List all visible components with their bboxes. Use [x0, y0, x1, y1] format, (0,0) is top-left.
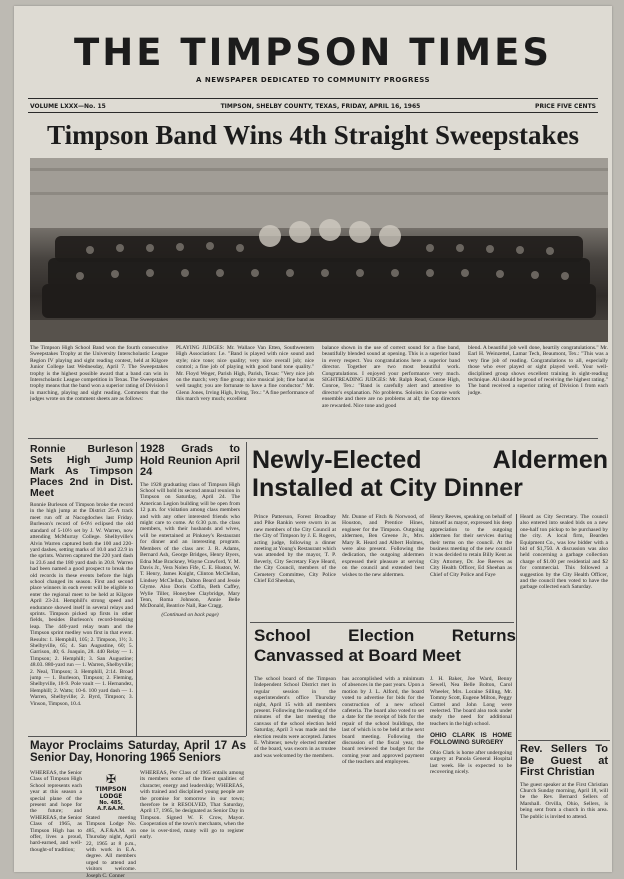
sellers-headline: Rev. Sellers To Be Guest at First Christian	[520, 744, 608, 779]
lodge-number: No. 485, A.F.&A.M.	[97, 800, 125, 812]
aldermen-text-1: Prince Patterson, Forest Broadbay and Pike Rankin were sworn in as new members of the City Council at the City of Timpson by J. E. Rogers, acting judge, following a dinner meeting at Young's Restaurant which was attended by the mayor, T. P. Beverly, City Secretary Faye Heard, the City Council, members of the Cemetery Committee, City Police Chief Ed Sheehan,	[254, 514, 336, 585]
caption-col-3: balance shown in the use of correct sound for a fine band, beautifully blended sound at opening. This is a superior band in every respect. You congratulations here a superior band director. Together are two most beautiful work. Congratulations. I enjoyed your performance very much. SIGHTREADING JUDGES: Mr. Ralph Read, Conroe High, Conroe, Tex.: "Band is carefully alert and attentive to director's explanation. No problems. Soloists in Conroe work ensemble and there are no problems at all; the top directors are rewarded. Nice tone and good	[322, 345, 460, 409]
masthead-rule-top	[28, 98, 598, 99]
clark-subhead: OHIO CLARK IS HOME FOLLOWING SURGERY	[430, 732, 512, 747]
school-headline-box	[254, 626, 516, 672]
school-col-3	[430, 676, 512, 870]
section-divider	[28, 736, 246, 737]
caption-col-2: PLAYING JUDGES: Mr. Wallace Van Etten, Southwestern High Association: I.e. "Band is played with nice sound and style; nice tone; nice quality; very nice overall job; nice control; a fine job of playing with good band tone quality." Mr. Floyd Weger, Parish High, Parish, Texas: "Very nice job on the march; very fine group; nice musical job; fine band as well taught; you are fortunate to have a fine conductor." Mr. Glenn Jones, Irving High, Irving, Tex.: "A fine performance of this march very much; excellent	[176, 345, 314, 403]
aldermen-col-1	[254, 514, 336, 619]
lodge-body: Stated meeting Timpson Lodge No. 485, A.F.&A.M. on Thursday night, April 22, 1965 at 8 p.m., with work in E.A. degree. All members urged to attend and visitors welcome. Joseph C. Conner	[86, 815, 136, 879]
section-divider	[250, 622, 514, 623]
story-grads	[140, 444, 240, 734]
lodge-name: TIMPSON LODGE	[95, 786, 127, 800]
story-sellers	[520, 744, 608, 870]
volume-number: VOLUME LXXX—No. 15	[30, 103, 106, 110]
newspaper-page	[14, 6, 612, 879]
caption-col-4: blend. A beautiful job well done, heartily congratulations." Mr. Earl H. Weinzettel, Lamar Tech, Beaumont, Tex.: "This was a very fine job of reading. Congratulations to all, especially those who ever played or sight played well. Your well-disciplined group shows excellent training in sight-reading technique. All should be proud of receiving the highest rating." The band received a superior rating of Division I from each judge.	[468, 345, 608, 396]
aldermen-headline: Newly-Elected Aldermen Installed at City Dinner	[252, 446, 608, 502]
highjump-body: Ronnie Burleson of Timpson broke the record in the high jump at the District 25-A track meet run off at Nacogdoches last Friday. Burleson's record of 6-0½ eclipsed the old standard of 5-10½ set by J. W. Warren, now attending McMurray College. Shelbyville's Alvin Warren captured both the 100 and 220-yard dashes, setting marks of 10.0 and 22.9 in the sprints. Warren captured the 220 yard dash in 23.6 and the 180 yard dash in 20.8. Warren had been named a good prospect to break the old records in these events before the high school changed its season. First and second place winners in each event will be eligible to enter the regional meet to be held at Kilgore April 23-24. Hemphill's strong speed and endurance showed itself in several relays and sprints. Timpson picked up firsts in other fields, besides Burleson's record-breaking leap. The 440-yard relay team and the Timpson sprint medley won first in that event. Results: 1. Hemphill, 105; 2. Timpson, 1½; 3. Shelbyville, 65; 4. San Augustine, 60; 5. Garrison, 40; 6. Joaquin, 28. 440 Relay — 1. Timpson; 2. Hemphill; 3. San Augustine; 48.03. 880-yard run — 1. Warren, Shelbyville; 2. Neal, Timpson; 3. Hemphill, 2:14. Broad jump — 1. Burleson, Timpson; 2. Fleming, Shelbyville, 18-9. Pole vault — 1. Hernandez, Hemphill; 2. Watts; 10-6. 100 yard dash — 1. Warren, Shelbyville; 2. Byrd, Timpson; 3. Vinson, Timpson, 10.4.	[30, 502, 133, 707]
grads-body: The 1928 graduating class of Timpson High School will hold its second annual reunion in Timpson on Saturday, April 24. The American Legion building will be open from 12 p.m. for visitation among class members and with any other interested friends who might care to come. At 6:30 p.m. the class members, with their husbands and wives, will be entertained at Pinkney's Restaurant for dinner and an interesting program. Members of the class are: J. R. Adams, Bernard Ash, George Bridges, Henry Byers, Edna Mae Brackney, Wayne Crawford, Y. M. Davis Jr., Vera Nolen Fife, C. E. Huston, W. T. Henry, James Knight, Clinton McClellan, Lindsey McClellan, Dalton Beard and Jessie Glyme. Also Doris Coffin, Beth Caffey, Wylie Tiller, Honeybee Claybridge, Mary Tenn, Roma Johnson, Annie Belle McDonald, Beatrice Nall, Rae Cragg.	[140, 481, 240, 610]
lodge-notice	[86, 772, 136, 879]
dateline	[30, 103, 596, 110]
aldermen-text-2: Mr. Dunne of Fitch & Norwood, of Houston, and Prentice Hines, engineer for the Timpson. Outgoing aldermen, Ben Greene Jr., Mrs. Mary R. Heard and Albert Holmes, were also present. Following the dedication, the outgoing aldermen expressed their pleasure at serving on the council and extended best wishes to the new aldermen.	[342, 514, 424, 578]
seniorday-text-2: WHEREAS, Per Class of 1965 entails among its members some of the finest qualities of character, energy and leadership; WHEREAS, with trained and disciplined young people are the promise for tomorrow in our town; therefore be it RESOLVED, That Saturday, April 17, 1965, be designated as Senior Day in Timpson. Signed W. F. Crow, Mayor. Cooperation of the town's merchants, when the one is over-tired, many will go to register early.	[140, 770, 244, 841]
aldermen-col-2	[342, 514, 424, 619]
school-text-1: The school board of the Timpson Independent School District met in regular session in the superintendent's office Thursday night, April 15 with all members present. Following the reading of the minutes of the last meeting the canvass of the school election held Saturday, April 3 was made and the election results were accepted. James E. Whitener, newly elected member of the board, was sworn in as trustee and was welcomed by the members.	[254, 676, 336, 759]
story-highjump	[30, 444, 133, 734]
aldermen-text-4: Heard as City Secretary. The council also entered into sealed bids on a new one-half ton pickup to be purchased by the city. A local firm, Bearden Equipment Co., was low bidder with a bid of $1,750. A discussion was also held concerning a garbage collection charge of $1.00 per residential and $2 for commercial. This followed a suggestion by the City Health Officer, and the council then voted to have the garbage collected each Saturday.	[520, 514, 608, 591]
section-divider	[518, 740, 610, 741]
grads-continued: (Continued on back page)	[161, 611, 219, 618]
school-text-3: J. H. Baker, Joe Ward, Benny Sewell, Nea Belle Bolton, Carol Wheeler, Mrs. Loraine Silling, Mr. Tommy Scott, Eugene Milton, Peggy Cottrel and John Long were reelected. The board also took under study the need for additional teachers in the high school.	[430, 676, 512, 727]
lodge-emblem-icon: ✠	[105, 772, 117, 786]
caption-col-1: The Timpson High School Band won the fourth consecutive Sweepstakes Trophy at the University Interscholastic League Region IV playing and sight reading contest, held at Kilgore Junior College last Wednesday, April 7. The Sweepstakes trophy is the highest possible award that a band can win in Interscholastic League competition in Texas. The Sweepstakes trophy means that the band won a superior rating of Division I in marching, playing and sight reading. Comments that the judges wrote on the comment sheets are as follows:	[30, 345, 168, 403]
seniorday-col-1	[30, 770, 82, 870]
seniorday-text-1: WHEREAS, the Senior Class of Timpson High School represents each year at this season a special plane of the present and hope for the future; and WHEREAS, the Senior Class of 1965, as Timpson High has to offer, lives a proud, hard-earned, and well-thought-of tradition;	[30, 770, 82, 853]
school-text-2: has accomplished with a minimum of absences in the past years. Upon a motion by J. L. Alford, the board voted to advertise for bids for the construction of a new school cafeteria. The board also voted to set a date for the receipt of bids for the repair of the school buildings, the last of which is to be held at the next board meeting. Following the discussion of the fiscal year, the board reviewed the budget for the coming year and approved payment of the teachers and employees.	[342, 676, 424, 766]
aldermen-text-3: Henry Reeves, speaking on behalf of himself as mayor, expressed his deep appreciation to the outgoing aldermen for their services during their terms on the council. At the business meeting of the new council it was decided to retain Billy Kent as City Attorney, Dr. Joe Reeves as City Health Officer, Ed Sheehan as Chief of City Police and Faye	[430, 514, 512, 578]
grads-headline: 1928 Grads to Hold Reunion April 24	[140, 444, 240, 479]
aldermen-headline-box	[252, 446, 608, 508]
location-date: TIMPSON, SHELBY COUNTY, TEXAS, FRIDAY, APRIL 16, 1965	[220, 103, 421, 110]
clark-body: Ohio Clark is home after undergoing surgery at Panola General Hospital last week. He is expected to be recovering nicely.	[430, 749, 512, 776]
masthead-title: THE TIMPSON TIMES	[74, 31, 552, 74]
school-headline: School Election Returns Canvassed at Board Meet	[254, 626, 516, 665]
seniorday-col-2	[140, 770, 244, 870]
seniorday-headline: Mayor Proclaims Saturday, April 17 As Senior Day, Honoring 1965 Seniors	[30, 740, 246, 765]
school-col-1	[254, 676, 336, 870]
school-col-2	[342, 676, 424, 870]
highjump-headline: Ronnie Burleson Sets High Jump Mark As Timpson Places 2nd in Dist. Meet	[30, 444, 133, 500]
aldermen-col-3	[430, 514, 512, 619]
sellers-body: The guest speaker at the First Christian Church Sunday morning, April 18, will be the Rev. Bernard Sellers of Marshall. Orvilla, Ohio, Sellers, is being sent from a church in this area. The public is invited to attend.	[520, 781, 608, 820]
price: PRICE FIVE CENTS	[535, 103, 596, 110]
band-photo	[30, 158, 608, 342]
masthead-tagline: A NEWSPAPER DEDICATED TO COMMUNITY PROGRESS	[196, 76, 430, 84]
column-rule	[136, 442, 137, 736]
masthead-rule-bottom	[28, 112, 598, 113]
column-rule	[246, 442, 247, 736]
aldermen-col-4	[520, 514, 608, 736]
banner-headline: Timpson Band Wins 4th Straight Sweepstakes	[47, 120, 579, 150]
section-divider	[28, 438, 598, 439]
column-rule	[516, 514, 517, 870]
